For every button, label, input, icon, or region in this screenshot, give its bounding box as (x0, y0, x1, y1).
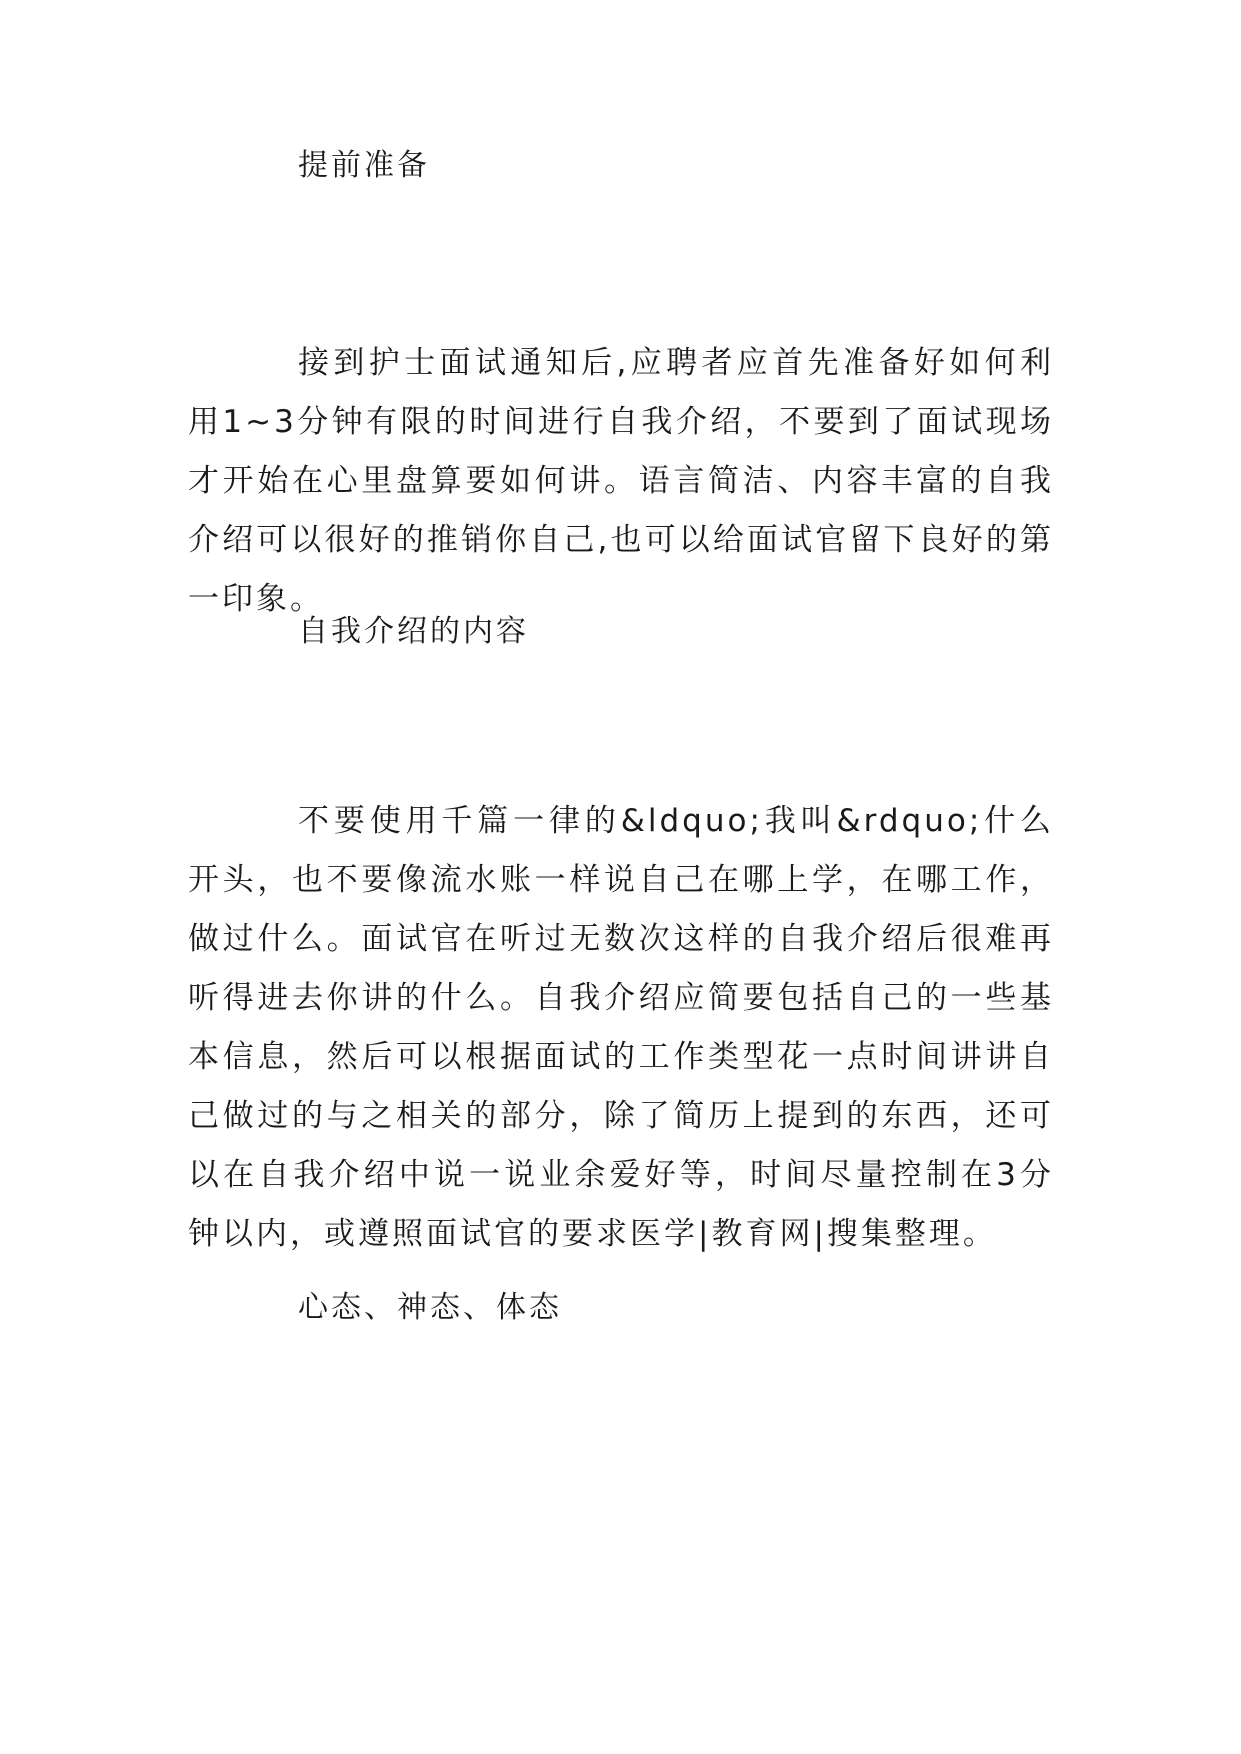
section-heading-preparation: 提前准备 (298, 148, 430, 183)
section-paragraph-self-intro-content: 不要使用千篇一律的&ldquo;我叫&rdquo;什么开头，也不要像流水账一样说自己在哪上学，在哪工作，做过什么。面试官在听过无数次这样的自我介绍后很难再听得进去你讲的什么。自我介绍应简要包括自己的一些基本信息，然后可以根据面试的工作类型花一点时间讲讲自己做过的与之相关的部分，除了简历上提到的东西，还可以在自我介绍中说一说业余爱好等，时间尽量控制在3分钟以内，或遵照面试官的要求医学|教育网|搜集整理。 (188, 803, 1054, 1252)
section-heading-self-intro-content: 自我介绍的内容 (298, 614, 529, 649)
section-paragraph-preparation: 接到护士面试通知后,应聘者应首先准备好如何利用1~3分钟有限的时间进行自我介绍，不要到了面试现场才开始在心里盘算要如何讲。语言简洁、内容丰富的自我介绍可以很好的推销你自己,也可以给面试官留下良好的第一印象。 (188, 345, 1054, 617)
section-heading-attitude-demeanor-posture: 心态、神态、体态 (298, 1290, 562, 1325)
